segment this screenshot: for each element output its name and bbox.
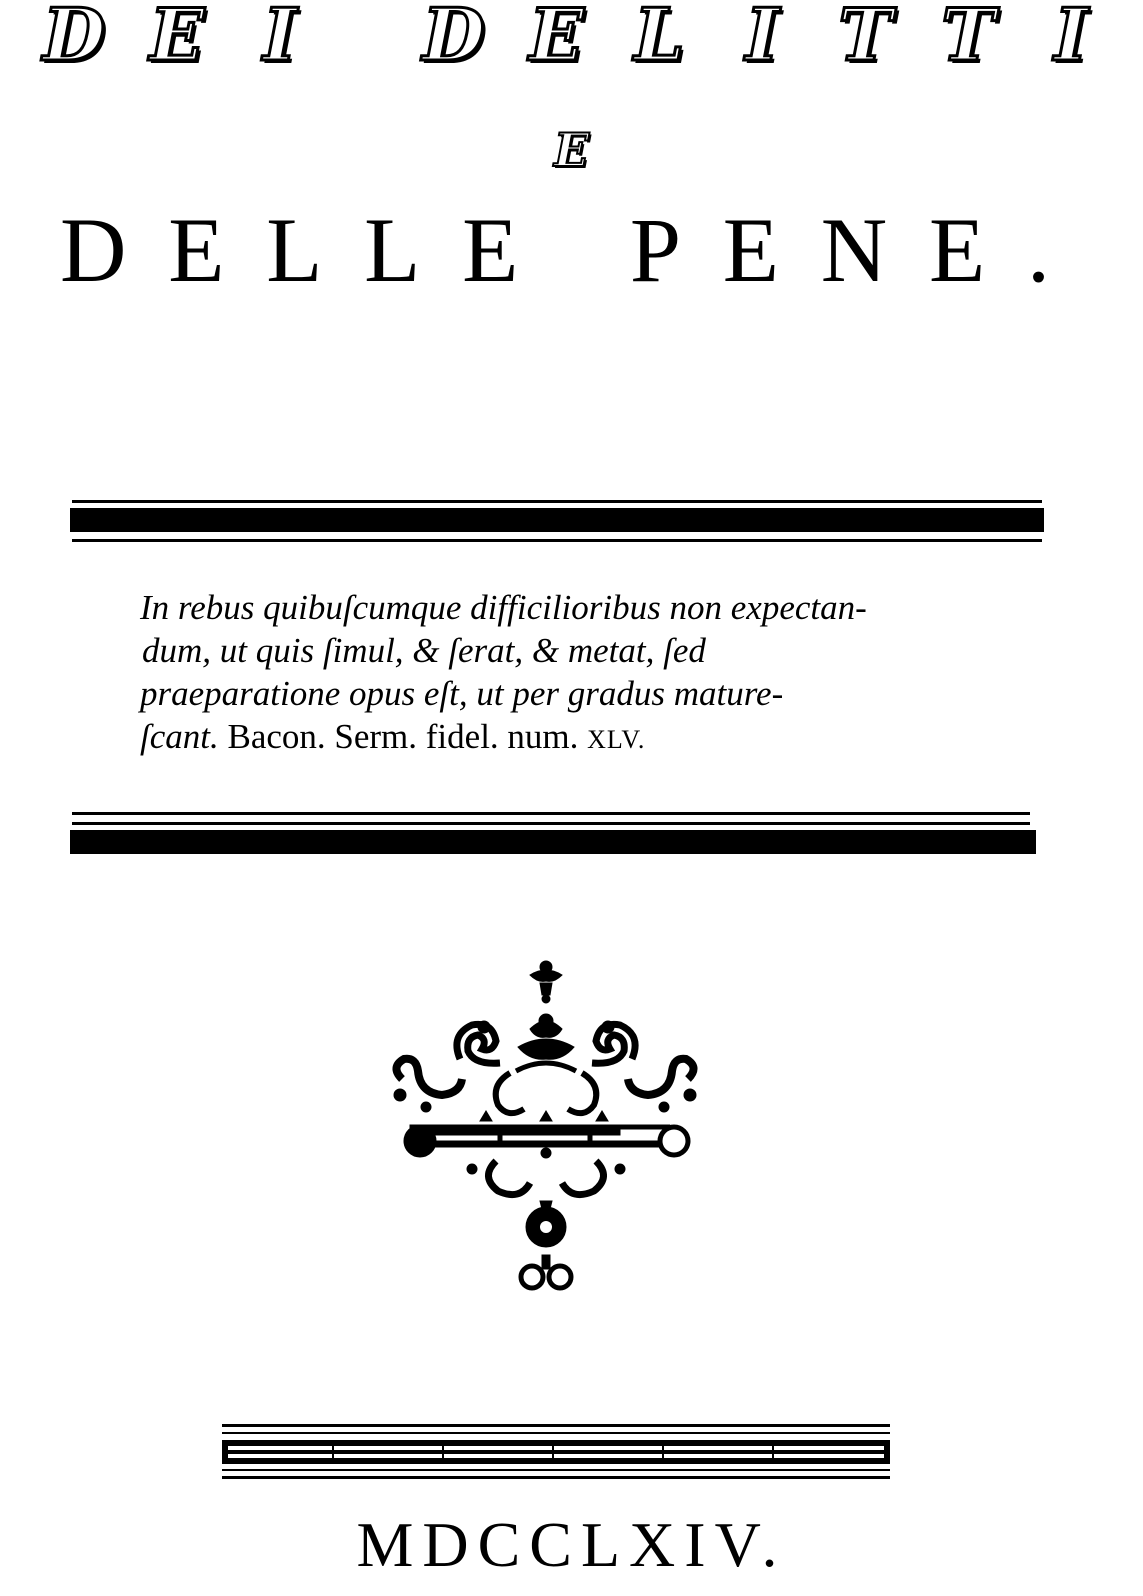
title-letter: E <box>529 0 584 77</box>
epigraph-line: dum, ut quis ſimul, & ſerat, & metat, ſed <box>142 631 706 670</box>
epigraph-citation-number: XLV. <box>587 725 646 754</box>
title-letter: N <box>820 199 888 301</box>
bottom-ornamental-rule <box>222 1424 890 1480</box>
title-letter: D <box>60 199 127 301</box>
epigraph-italic-end: ſcant. <box>140 717 219 756</box>
title-letter: I <box>1054 0 1088 77</box>
title-letter: E <box>168 199 225 301</box>
title-letter: T <box>838 0 892 77</box>
upper-rule-thin <box>72 539 1042 542</box>
title-letter: I <box>262 0 297 77</box>
epigraph <box>140 586 1010 761</box>
title-letter: E <box>928 199 986 301</box>
title-letter: D <box>422 0 485 77</box>
title-letter: . <box>1026 199 1050 301</box>
epigraph-line <box>140 715 1010 761</box>
title-letter: D <box>42 0 106 77</box>
title-letter: E <box>149 0 205 77</box>
printers-ornament <box>380 955 710 1295</box>
title-letter: L <box>364 199 421 301</box>
title-letter: L <box>634 0 685 77</box>
upper-rule-thin <box>72 500 1042 503</box>
lower-rule-thin <box>72 812 1030 815</box>
title-letter: T <box>941 0 995 77</box>
lower-rule-thin <box>72 822 1030 825</box>
title-letter: P <box>629 199 682 301</box>
title-letter: E <box>722 199 779 301</box>
title-letter: E <box>462 199 519 301</box>
epigraph-line: praeparatione opus eſt, ut per gradus mature- <box>140 674 784 713</box>
title-letter: L <box>266 199 323 301</box>
title-line-1 <box>0 0 1143 82</box>
title-letter: I <box>745 0 780 77</box>
title-line-2 <box>60 199 1050 301</box>
epigraph-citation: Bacon. Serm. fidel. num. <box>227 717 579 756</box>
lower-rule-thick <box>70 830 1036 854</box>
upper-rule-thick <box>70 508 1044 532</box>
title-conjunction: E <box>553 123 590 177</box>
publication-year: MDCCLXIV. <box>356 1509 787 1580</box>
epigraph-line: In rebus quibuſcumque difficilioribus non expectan- <box>140 588 867 627</box>
